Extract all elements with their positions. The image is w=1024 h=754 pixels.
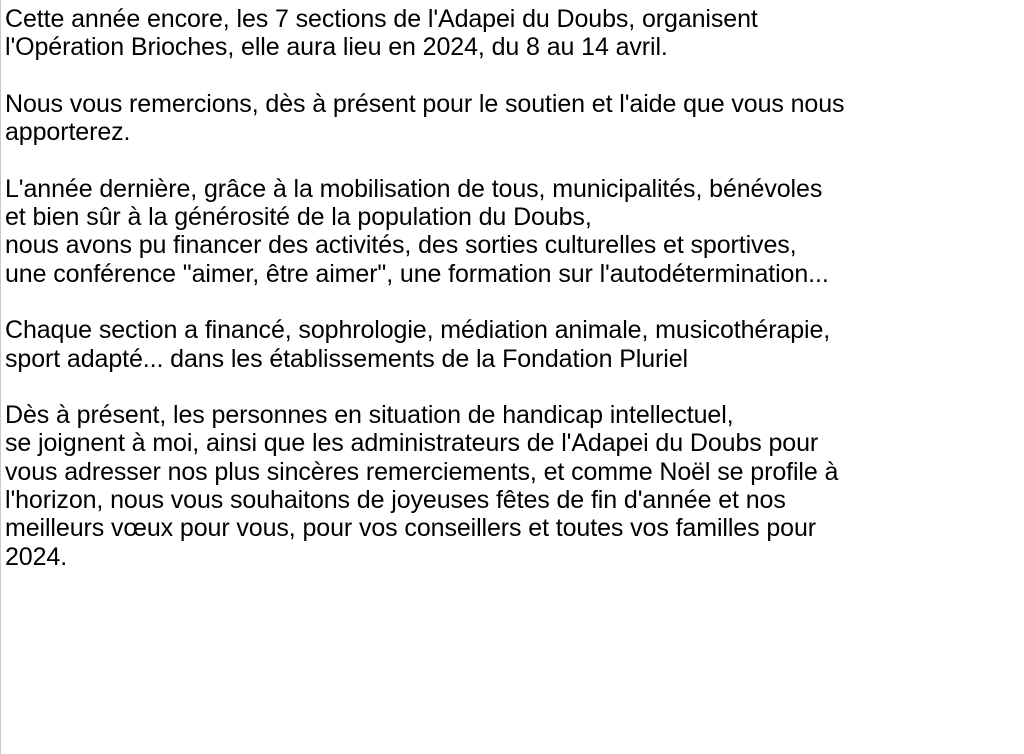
paragraph-last-year bbox=[5, 175, 1024, 288]
text-line: une conférence "aimer, être aimer", une formation sur l'autodétermination... bbox=[5, 259, 829, 288]
text-line: Chaque section a financé, sophrologie, médiation animale, musicothérapie, bbox=[5, 316, 831, 345]
paragraph-closing-wishes bbox=[5, 401, 1024, 571]
text-line: sport adapté... dans les établissements de la Fondation Pluriel bbox=[5, 344, 688, 373]
text-line: Dès à présent, les personnes en situation de handicap intellectuel, bbox=[5, 401, 734, 430]
text-line: l'Opération Brioches, elle aura lieu en 2024, du 8 au 14 avril. bbox=[5, 33, 668, 62]
text-line: vous adresser nos plus sincères remerciements, et comme Noël se profile à bbox=[5, 457, 839, 486]
text-line: meilleurs vœux pour vous, pour vos conseillers et toutes vos familles pour bbox=[5, 514, 816, 543]
text-line: se joignent à moi, ainsi que les administrateurs de l'Adapei du Doubs pour bbox=[5, 429, 819, 458]
text-line: L'année dernière, grâce à la mobilisation de tous, municipalités, bénévoles bbox=[5, 174, 823, 203]
paragraph-operation-brioches bbox=[5, 5, 1024, 62]
text-line: l'horizon, nous vous souhaitons de joyeuses fêtes de fin d'année et nos bbox=[5, 486, 786, 515]
left-border-line bbox=[0, 0, 1, 754]
text-line: nous avons pu financer des activités, des sorties culturelles et sportives, bbox=[5, 231, 797, 260]
letter-body bbox=[5, 5, 1024, 571]
paragraph-sections-financed bbox=[5, 316, 1024, 373]
paragraph-thanks bbox=[5, 90, 1024, 147]
text-line: Cette année encore, les 7 sections de l'Adapei du Doubs, organisent bbox=[5, 5, 758, 33]
text-line: Nous vous remercions, dès à présent pour le soutien et l'aide que vous nous bbox=[5, 89, 845, 118]
text-line: 2024. bbox=[5, 542, 68, 571]
text-line: apporterez. bbox=[5, 118, 131, 147]
text-line: et bien sûr à la générosité de la population du Doubs, bbox=[5, 203, 592, 232]
